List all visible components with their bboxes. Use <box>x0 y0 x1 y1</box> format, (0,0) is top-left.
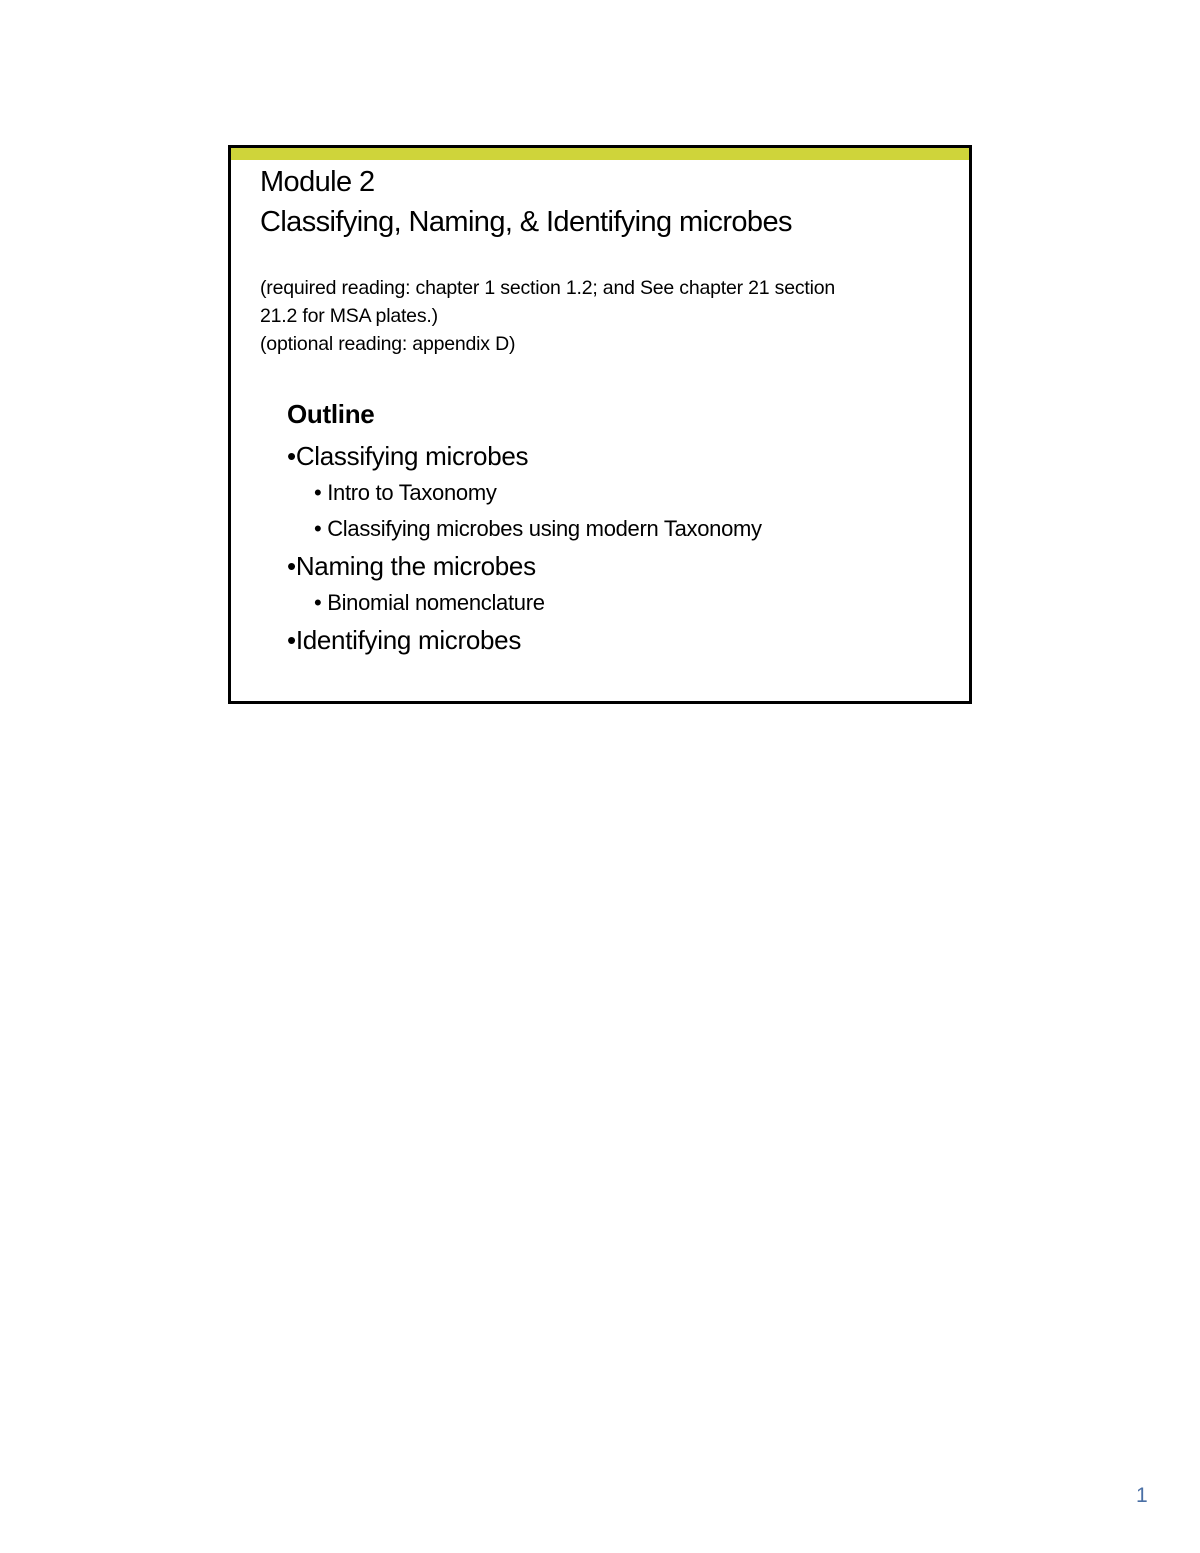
bullet-icon: • <box>314 516 322 541</box>
outline-subitem <box>314 586 947 620</box>
accent-bar <box>231 148 969 160</box>
outline-item <box>287 438 947 474</box>
outline-subitem-label: Intro to Taxonomy <box>327 480 497 505</box>
title-topic: Classifying, Naming, & Identifying microbes <box>260 206 792 238</box>
outline-item-label: Naming the microbes <box>295 551 536 581</box>
slide-title <box>260 162 960 242</box>
required-reading-line-2: 21.2 for MSA plates.) <box>260 305 438 327</box>
bullet-icon: • <box>287 441 296 471</box>
outline-item <box>287 622 947 658</box>
optional-reading: (optional reading: appendix D) <box>260 333 516 355</box>
required-reading-line-1: (required reading: chapter 1 section 1.2; and See chapter 21 section <box>260 277 836 299</box>
bullet-icon: • <box>287 551 296 581</box>
outline <box>287 398 947 660</box>
reading-notes <box>260 274 965 358</box>
outline-subitem <box>314 476 947 510</box>
outline-item-label: Classifying microbes <box>295 441 529 471</box>
outline-subitem-label: Binomial nomenclature <box>327 590 545 615</box>
title-module: Module 2 <box>260 166 375 198</box>
outline-item <box>287 548 947 584</box>
page-number: 1 <box>1136 1484 1148 1507</box>
bullet-icon: • <box>287 625 296 655</box>
outline-heading: Outline <box>287 399 375 429</box>
outline-subitem-label: Classifying microbes using modern Taxonomy <box>327 516 762 541</box>
bullet-icon: • <box>314 590 322 615</box>
slide-frame <box>228 145 972 704</box>
outline-subitem <box>314 512 947 546</box>
outline-item-label: Identifying microbes <box>295 625 522 655</box>
bullet-icon: • <box>314 480 322 505</box>
